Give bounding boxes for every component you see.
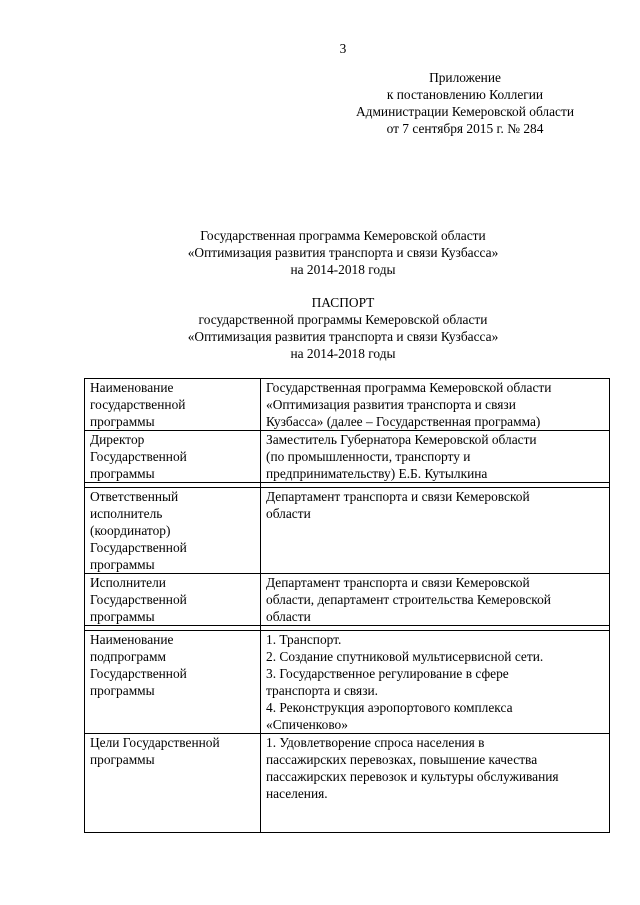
cell-line: 1. Удовлетворение спроса населения в (266, 735, 485, 750)
cell-line: Департамент транспорта и связи Кемеровской (266, 575, 530, 590)
cell-line: программы (90, 466, 155, 481)
cell-line: Кузбасса» (далее – Государственная программа) (266, 414, 541, 429)
cell-line: «Оптимизация развития транспорта и связи (266, 397, 516, 412)
cell-line: подпрограмм (90, 649, 166, 664)
program-title-line: на 2014-2018 годы (290, 262, 396, 277)
cell-line: Наименование (90, 632, 174, 647)
cell-line: транспорта и связи. (266, 683, 379, 698)
cell-line: пассажирских перевозках, повышение качества (266, 752, 538, 767)
cell-line: (координатор) (90, 523, 171, 538)
cell-line: пассажирских перевозок и культуры обслуживания (266, 769, 559, 784)
program-title-line: «Оптимизация развития транспорта и связи Кузбасса» (187, 245, 499, 260)
appendix-line: к постановлению Коллегии (386, 87, 544, 102)
cell-line: исполнитель (90, 506, 163, 521)
cell-line: государственной (90, 397, 186, 412)
cell-line: области, департамент строительства Кемеровской (266, 592, 551, 607)
row-label-cell (85, 379, 261, 431)
table-row (85, 488, 610, 574)
cell-line: Цели Государственной (90, 735, 220, 750)
program-title (0, 227, 640, 278)
cell-line: «Спиченково» (266, 717, 348, 732)
cell-line: 2. Создание спутниковой мультисервисной сети. (266, 649, 544, 664)
cell-line: Наименование (90, 380, 174, 395)
cell-line: программы (90, 557, 155, 572)
cell-line: населения. (266, 786, 328, 801)
row-value-cell (261, 734, 610, 833)
cell-line: Исполнители (90, 575, 166, 590)
table-row (85, 431, 610, 483)
cell-line: Департамент транспорта и связи Кемеровской (266, 489, 530, 504)
table-row (85, 574, 610, 626)
cell-line: Заместитель Губернатора Кемеровской области (266, 432, 537, 447)
cell-line: программы (90, 683, 155, 698)
row-value-cell (261, 574, 610, 626)
row-label-cell (85, 574, 261, 626)
cell-line: Директор (90, 432, 145, 447)
cell-line: Ответственный (90, 489, 179, 504)
passport-table (84, 378, 610, 833)
cell-line: программы (90, 609, 155, 624)
row-value-cell (261, 631, 610, 734)
passport-title (0, 294, 640, 362)
cell-line: Государственная программа Кемеровской области (266, 380, 552, 395)
cell-line: области (266, 506, 311, 521)
appendix-line: от 7 сентября 2015 г. № 284 (386, 121, 544, 136)
cell-line: программы (90, 752, 155, 767)
appendix-line: Приложение (429, 70, 501, 85)
row-label-cell (85, 431, 261, 483)
cell-line: области (266, 609, 311, 624)
row-value-cell (261, 488, 610, 574)
appendix-header (330, 69, 600, 137)
cell-line: 4. Реконструкция аэропортового комплекса (266, 700, 513, 715)
table-row (85, 734, 610, 833)
cell-line: 1. Транспорт. (266, 632, 342, 647)
appendix-line: Администрации Кемеровской области (355, 104, 575, 119)
cell-line: (по промышленности, транспорту и (266, 449, 471, 464)
page-number: 3 (339, 41, 347, 56)
cell-line: Государственной (90, 449, 187, 464)
cell-line: Государственной (90, 592, 187, 607)
program-title-line: Государственная программа Кемеровской области (200, 228, 486, 243)
row-value-cell (261, 431, 610, 483)
table-row (85, 631, 610, 734)
cell-line: Государственной (90, 666, 187, 681)
passport-title-line: ПАСПОРТ (311, 295, 375, 310)
passport-title-line: на 2014-2018 годы (290, 346, 396, 361)
table-row (85, 379, 610, 431)
row-label-cell (85, 734, 261, 833)
passport-title-line: государственной программы Кемеровской области (198, 312, 488, 327)
passport-title-line: «Оптимизация развития транспорта и связи Кузбасса» (187, 329, 499, 344)
cell-line: предпринимательству) Е.Б. Кутылкина (266, 466, 488, 481)
row-label-cell (85, 488, 261, 574)
row-label-cell (85, 631, 261, 734)
cell-line: программы (90, 414, 155, 429)
row-value-cell (261, 379, 610, 431)
cell-line: 3. Государственное регулирование в сфере (266, 666, 509, 681)
cell-line: Государственной (90, 540, 187, 555)
